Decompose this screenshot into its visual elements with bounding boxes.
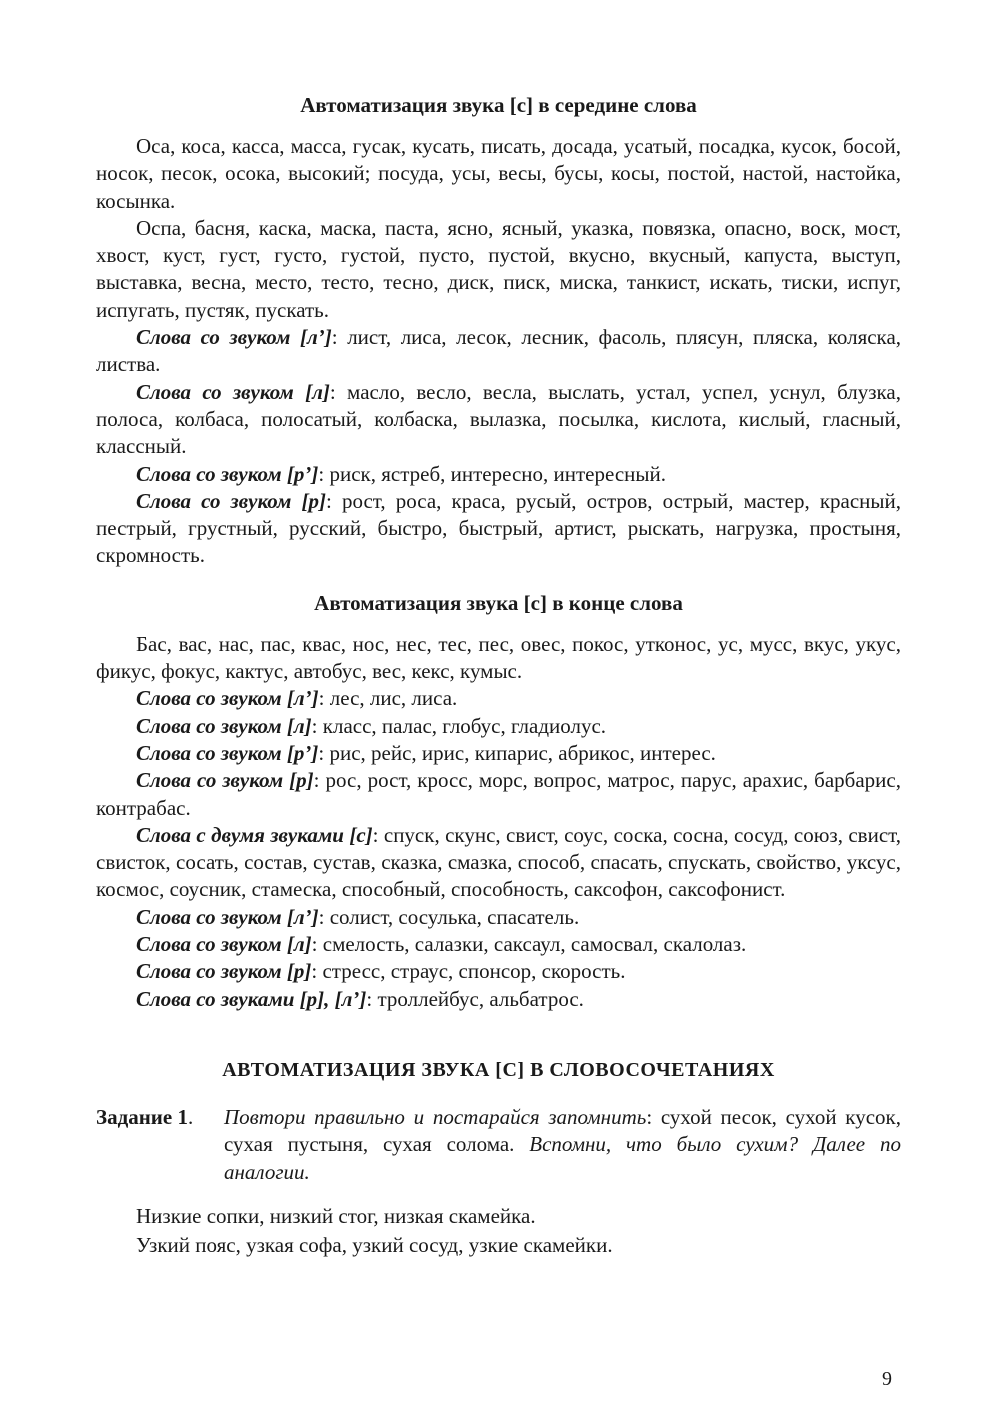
word-list-label: Слова со звуком [л] [136, 932, 312, 957]
task-words: : сухой песок, сухой кусок, сухая пустыня, сухая солома. [224, 1104, 901, 1157]
word-list-item [96, 986, 901, 1013]
word-list-label: Слова со звуками [р], [л’] [136, 986, 367, 1011]
word-list-item [96, 488, 901, 570]
task-dot: . [187, 1104, 194, 1129]
word-list-label: Слова со звуком [л] [136, 379, 330, 404]
word-list-text: : лист, лиса, лесок, лесник, фасоль, плясун, пляска, коляска, листва. [96, 325, 902, 377]
word-list-text: : лес, лис, лиса. [318, 686, 458, 711]
word-list-text: : рос, рост, кросс, морс, вопрос, матрос, парус, арахис, барбарис, контрабас. [96, 768, 901, 820]
word-list-text: : масло, весло, весла, выслать, устал, успел, уснул, блузка, полоса, колбаса, полосатый, колбаска, вылазка, посылка, кислота, кислый, гласный, классный. [96, 379, 901, 459]
task-instruction-2: Вспомни, что было сухим? Далее по аналогии. [224, 1132, 901, 1184]
word-list-label: Слова со звуком [р] [136, 959, 312, 984]
word-list-text: : смелость, салазки, саксаул, самосвал, скалолаз. [311, 932, 747, 957]
word-list-item [96, 461, 901, 488]
word-list-item [96, 958, 901, 985]
word-list-label: Слова с двумя звуками [с] [136, 822, 373, 847]
task-number [96, 1104, 193, 1131]
word-list-label: Слова со звуком [л’] [136, 904, 319, 929]
word-list-item [96, 685, 901, 712]
word-list-item [96, 822, 901, 904]
word-list-text: : троллейбус, альбатрос. [366, 986, 584, 1011]
word-list-text: : рост, роса, краса, русый, остров, острый, мастер, красный, пестрый, грустный, русский, быстро, быстрый, артист, рыскать, нагрузка, простыня, скромность. [96, 488, 901, 568]
word-list-label: Слова со звуком [р] [136, 768, 314, 793]
word-list-label: Слова со звуком [л] [136, 713, 312, 738]
section-title-middle: Автоматизация звука [с] в середине слова [300, 93, 697, 117]
word-list-item [96, 740, 901, 767]
word-list-text: : солист, сосулька, спасатель. [318, 904, 580, 929]
word-list-text: : спуск, скунс, свист, соус, соска, сосна, сосуд, союз, свист, свисток, сосать, состав, сустав, сказка, смазка, способ, спасать, спускать, свойство, уксус, космос, соусник, стамеска, способный, способность, саксофон, саксофонист. [96, 822, 901, 902]
word-list-item [96, 713, 901, 740]
chapter-title: АВТОМАТИЗАЦИЯ ЗВУКА [С] В СЛОВОСОЧЕТАНИЯХ [222, 1058, 775, 1081]
word-list-label: Слова со звуком [л’] [136, 686, 319, 711]
word-list-item [96, 904, 901, 931]
word-list-label: Слова со звуком [р’] [136, 740, 319, 765]
phrase-list [96, 1202, 901, 1260]
document-page [96, 92, 901, 1260]
page-number: 9 [882, 1368, 892, 1390]
word-list-text: : рис, рейс, ирис, кипарис, абрикос, интерес. [318, 740, 716, 765]
word-list-label: Слова со звуком [р] [136, 488, 326, 513]
word-list-item [96, 767, 901, 822]
phrase-line: Низкие сопки, низкий стог, низкая скамейка. [136, 1203, 536, 1228]
task-instruction: Повтори правильно и постарайся запомнить [224, 1104, 647, 1129]
word-list-item [96, 324, 901, 379]
paragraph: Оспа, басня, каска, маска, паста, ясно, ясный, указка, повязка, опасно, воск, мост, хвост, куст, густ, густо, густой, пусто, пустой, вкусно, вкусный, капуста, выступ, выставка, весна, место, тесто, тесно, диск, писк, миска, танкист, искать, тиски, испуг, испугать, пустяк, пускать. [96, 215, 901, 322]
word-list-text: : класс, палас, глобус, гладиолус. [311, 713, 607, 738]
word-list-item [96, 379, 901, 461]
word-list-label: Слова со звуком [л’] [136, 325, 332, 350]
word-list-text: : стресс, страус, спонсор, скорость. [311, 959, 626, 984]
paragraph: Оса, коса, касса, масса, гусак, кусать, писать, досада, усатый, посадка, кусок, босой, носок, песок, осока, высокий; посуда, усы, весы, бусы, косы, постой, настой, настойка, косынка. [96, 134, 901, 213]
task-1 [96, 1104, 901, 1186]
task-label: Задание 1 [96, 1104, 188, 1129]
task-body [224, 1104, 901, 1186]
word-list-item [96, 931, 901, 958]
word-list-label: Слова со звуком [р’] [136, 461, 319, 486]
section-title-end: Автоматизация звука [с] в конце слова [314, 590, 683, 615]
word-list-text: : риск, ястреб, интересно, интересный. [318, 461, 667, 486]
paragraph: Бас, вас, нас, пас, квас, нос, нес, тес, пес, овес, покос, утконос, ус, мусс, вкус, укус, фикус, фокус, кактус, автобус, вес, кекс, кумыс. [96, 631, 901, 684]
phrase-line: Узкий пояс, узкая софа, узкий сосуд, узкие скамейки. [136, 1232, 613, 1257]
